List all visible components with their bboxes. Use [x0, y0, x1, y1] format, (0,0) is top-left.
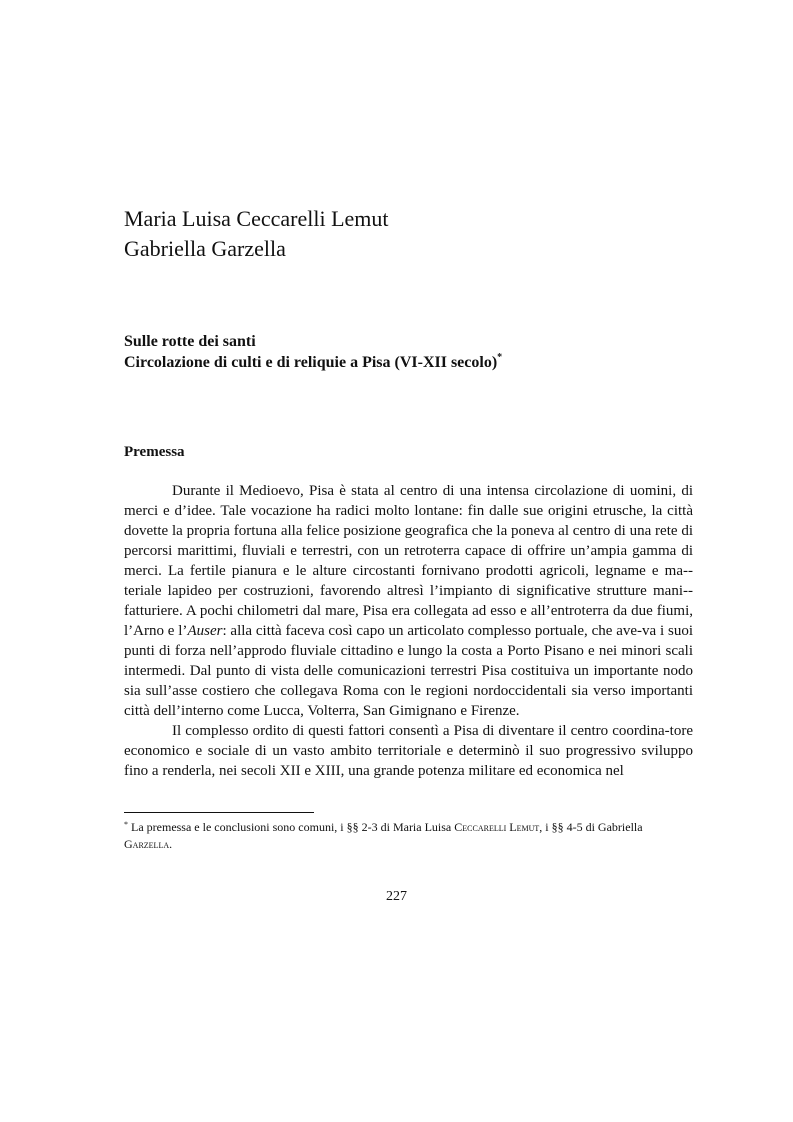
- footnote-marker: *: [124, 820, 128, 829]
- century-numeral: XIII: [314, 763, 341, 779]
- author-surname: Garzella: [124, 837, 170, 851]
- text-run: , una grande potenza militare ed economica nel: [340, 763, 624, 779]
- century-numeral: XII: [279, 763, 301, 779]
- footnote-divider: [124, 812, 314, 813]
- author-name: Gabriella Garzella: [124, 236, 286, 261]
- footnote: [124, 819, 693, 853]
- article-title: [124, 331, 696, 373]
- italic-term: Auser: [187, 623, 223, 639]
- paragraph: [124, 721, 693, 781]
- title-line-1: Sulle rotte dei santi: [124, 333, 256, 350]
- text-run: e: [300, 763, 315, 779]
- text-run: , i §§ 4-5 di Gabriella: [539, 820, 643, 834]
- text-run: La premessa e le conclusioni sono comuni, i §§ 2-3 di Maria Luisa: [128, 820, 455, 834]
- text-run: Durante il Medioevo, Pisa è stata al centro di una intensa circolazione di uomini, di merci e d’idee. Tale vocazione ha radici molto lontane: fin dalle sue origini etrusche, la città dovette la propria fortuna alla felice posizione geografica che la poneva al centro di una rete di percorsi marittimi, fluviali e terrestri, con un retroterra capace di offrire un’ampia gamma di merci. La fertile pianura e le alture circostanti fornivano prodotti agricoli, legname e ma-teriale lapideo per costruzioni, favorendo altresì l’impianto di significative strutture mani-fatturiere. A pochi chilometri dal mare, Pisa era collegata ad esso e all’entroterra da due fiumi, l’Arno e l’: [124, 483, 693, 639]
- author-list: [124, 204, 684, 264]
- footnote-ref[interactable]: *: [497, 352, 503, 363]
- body-text: [124, 481, 693, 781]
- paragraph: [124, 481, 693, 721]
- text-run: : alla città faceva così capo un articolato complesso portuale, che ave-va i suoi punti di forza nell’approdo fluviale cittadino e lungo la costa a Porto Pisano e nei minori scali intermedi. Dal punto di vista delle comunicazioni terrestri Pisa costituiva un importante nodo sia sull’asse costiero che collegava Roma con le regioni nordoccidentali sia verso importanti città dell’interno come Lucca, Volterra, San Gimignano e Firenze.: [124, 623, 694, 719]
- author-name: Maria Luisa Ceccarelli Lemut: [124, 206, 389, 231]
- text-run: .: [169, 837, 173, 851]
- title-line-2: [124, 352, 696, 373]
- text-run: Il complesso ordito di questi fattori consentì a Pisa di diventare il centro coordina-tore economico e sociale di un vasto ambito territoriale e determinò il suo progressivo sviluppo fino a renderla, nei secoli: [124, 723, 693, 779]
- section-heading: Premessa: [124, 444, 185, 460]
- subtitle-text: Circolazione di culti e di reliquie a Pisa (VI-XII secolo): [124, 354, 498, 371]
- page-number: 227: [386, 889, 407, 904]
- author-surname: Ceccarelli Lemut: [454, 820, 540, 834]
